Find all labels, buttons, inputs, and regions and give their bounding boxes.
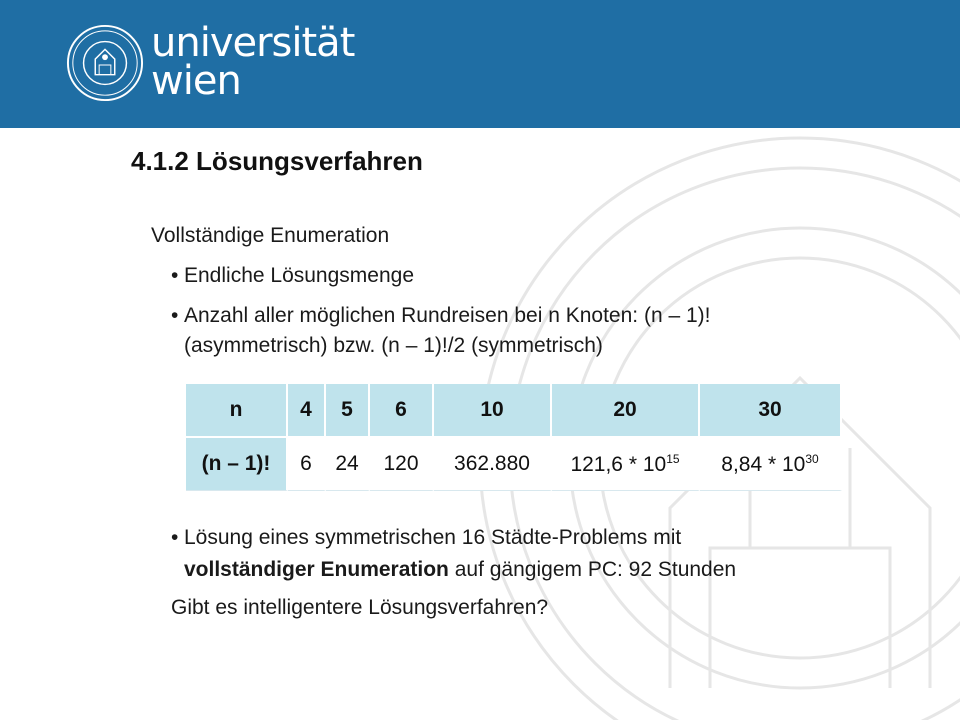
sci-exponent: 30	[805, 451, 819, 466]
table-cell: 362.880	[434, 438, 552, 491]
table-header-cell: n	[186, 384, 288, 438]
bullet-glyph: •	[171, 304, 179, 327]
table-header-cell: 5	[326, 384, 370, 438]
bold-emphasis: vollständiger Enumeration	[184, 558, 449, 581]
table-cell-scientific	[552, 438, 700, 491]
logo-line-universitaet: universität	[151, 20, 355, 66]
bullet-glyph: •	[171, 264, 179, 287]
section-heading: Vollständige Enumeration	[151, 224, 390, 247]
bullet-item-endliche	[171, 264, 414, 288]
bullet-text-line2	[184, 558, 736, 582]
table-cell: 120	[370, 438, 434, 491]
bullet-text-line1: Lösung eines symmetrischen 16 Städte-Problems mit	[184, 526, 682, 549]
table-row-label: (n – 1)!	[186, 438, 288, 491]
header-bar	[0, 0, 960, 128]
bullet-text-line2: (asymmetrisch) bzw. (n – 1)!/2 (symmetrisch)	[184, 334, 603, 357]
table-header-cell: 10	[434, 384, 552, 438]
table-header-cell: 4	[288, 384, 326, 438]
sci-base: 8,84 * 10	[721, 452, 806, 476]
bullet-text-line1: Anzahl aller möglichen Rundreisen bei n Knoten: (n – 1)!	[184, 304, 711, 327]
table-cell: 24	[326, 438, 370, 491]
university-seal-icon	[66, 24, 144, 102]
table-cell-scientific	[700, 438, 842, 491]
table-header-cell: 30	[700, 384, 842, 438]
sci-base: 121,6 * 10	[570, 452, 667, 476]
bullet-item-loesung	[171, 526, 681, 550]
closing-question: Gibt es intelligentere Lösungsverfahren?	[171, 596, 549, 619]
logo-line-wien: wien	[151, 58, 241, 104]
enumeration-table	[186, 384, 842, 491]
sci-exponent: 15	[666, 451, 680, 466]
university-logo-wordmark[interactable]	[151, 20, 355, 104]
table-row	[186, 438, 842, 491]
table-header-cell: 20	[552, 384, 700, 438]
bullet-text-rest: auf gängigem PC: 92 Stunden	[448, 558, 737, 581]
slide-title: 4.1.2 Lösungsverfahren	[131, 146, 423, 176]
table-header-cell: 6	[370, 384, 434, 438]
bullet-text: Endliche Lösungsmenge	[184, 264, 414, 287]
table-cell: 6	[288, 438, 326, 491]
table-header-row	[186, 384, 842, 438]
bullet-glyph: •	[171, 526, 179, 549]
bullet-item-anzahl	[171, 304, 710, 328]
